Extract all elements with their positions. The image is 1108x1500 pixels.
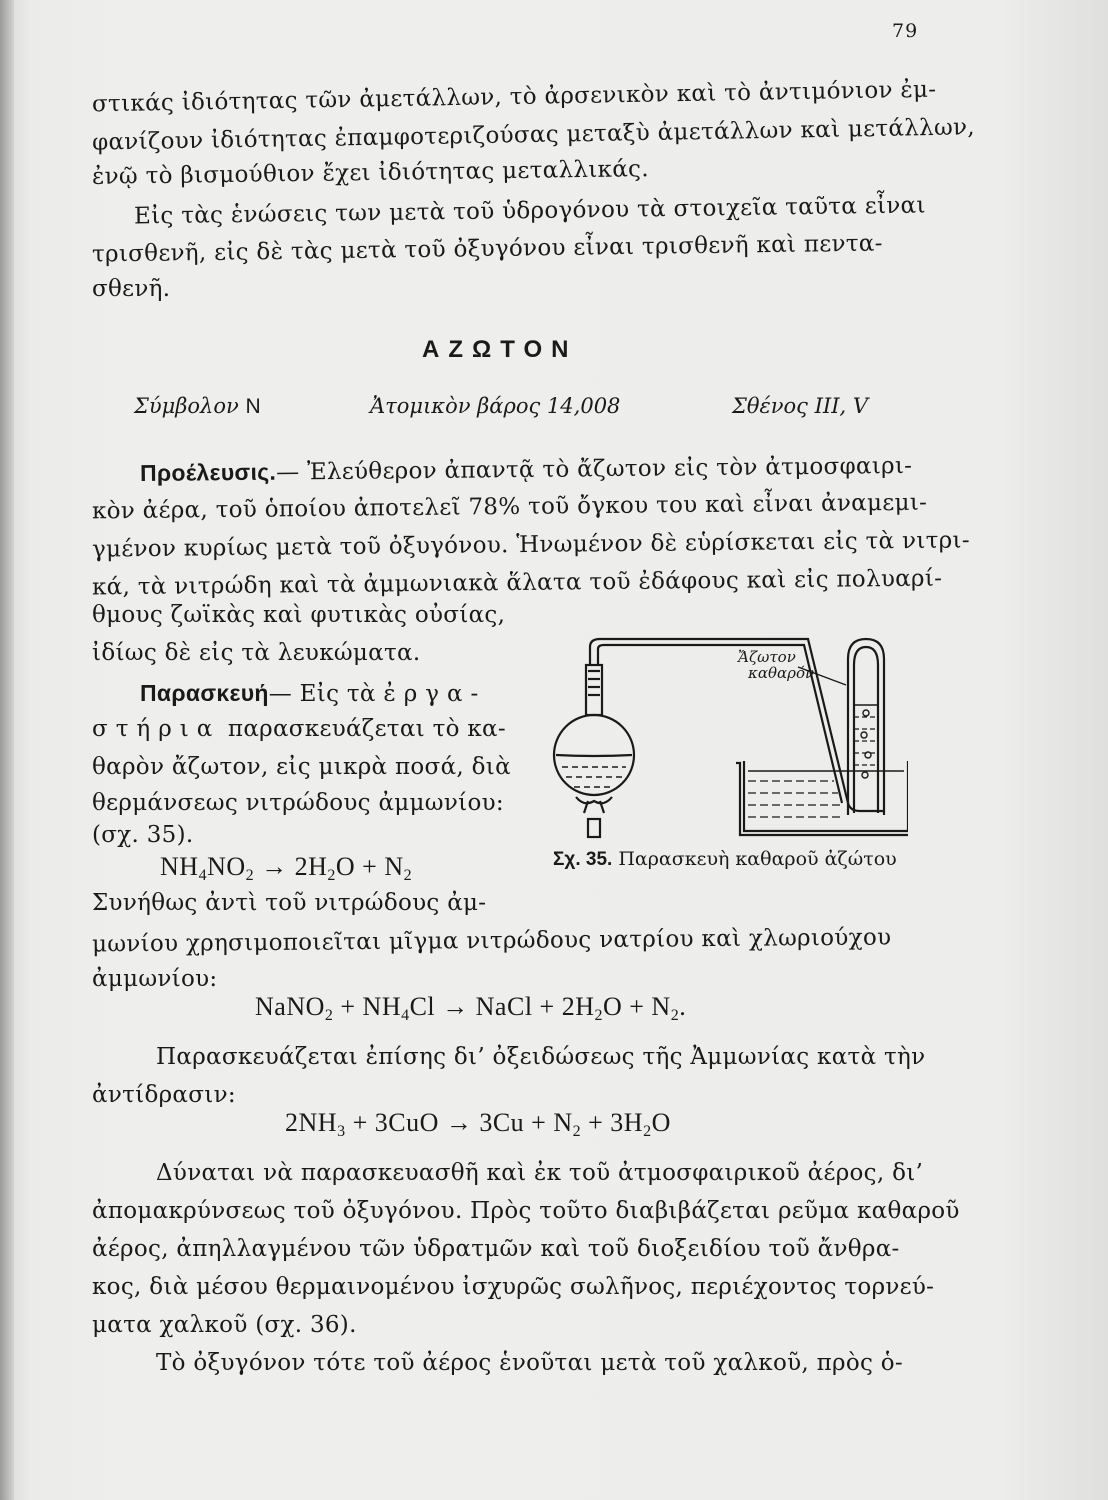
prep-after-line-3: ἀμμωνίου: — [92, 966, 218, 992]
formula-sodium-nitrite: NaNO$_2$ + $NH_4Cl$ → NaCl + $2H_2O + N_2$. — [255, 992, 687, 1024]
figure-caption — [553, 848, 897, 871]
figure-label-nitrogen: Ἄζωτον — [738, 648, 796, 666]
intro-line-6: σθενῆ. — [92, 276, 171, 302]
prep-line-1 — [140, 680, 486, 707]
origin-line-4: κά, τὰ νιτρώδη καὶ τὰ ἀμμωνιακὰ ἅλατα τοῦ ἐδάφους καὶ εἰς πολυαρί- — [91, 565, 943, 601]
intro-line-5: τρισθενῆ, εἰς δὲ τὰς μετὰ τοῦ ὀξυγόνου εἶναι τρισθενῆ καὶ πεντα- — [91, 230, 883, 268]
origin-line-2: κὸν ἀέρα, τοῦ ὁποίου ἀποτελεῖ 78% τοῦ ὄγκου του καὶ εἶναι ἀναμεμι- — [91, 489, 928, 525]
figure-caption-text: Παρασκευὴ καθαροῦ ἀζώτου — [618, 848, 897, 870]
formula-ammonium-nitrite: $NH_4NO_2 \to 2H_2O + N_2$ — [160, 852, 413, 884]
atomic-weight-meta — [370, 394, 620, 418]
valence-meta — [732, 394, 868, 418]
air-line-1: Δύναται νὰ παρασκευασθῆ καὶ ἐκ τοῦ ἀτμοσφαιρικοῦ ἀέρος, δι’ — [156, 1160, 924, 1186]
prep-dash: — — [268, 681, 293, 707]
intro-line-4: Εἰς τὰς ἑνώσεις των μετὰ τοῦ ὑδρογόνου τὰ στοιχεῖα ταῦτα εἶναι — [133, 192, 926, 230]
prep-line-5: (σχ. 35). — [92, 822, 194, 848]
air-line-3: ἀέρος, ἀπηλλαγμένου τῶν ὑδρατμῶν καὶ τοῦ διοξειδίου τοῦ ἄνθρα- — [92, 1236, 900, 1262]
figure-caption-number: Σχ. 35. — [553, 849, 613, 870]
oxidation-line-2: ἀντίδρασιν: — [92, 1082, 236, 1108]
origin-text-1: — Ἐλεύθερον ἀπαντᾷ τὸ ἄζωτον εἰς τὸν ἀτμοσφαιρι- — [276, 452, 913, 486]
flask-neck — [586, 665, 602, 715]
symbol-meta — [134, 394, 261, 419]
prep-first-words: Εἰς τὰ — [299, 681, 376, 707]
prep-line-4: θερμάνσεως νιτρώδους ἀμμωνίου: — [92, 790, 504, 816]
intro-line-3: ἐνῷ τὸ βισμούθιον ἔχει ἰδιότητας μεταλλικάς. — [91, 156, 650, 190]
prep-after-line-1: Συνήθως ἀντὶ τοῦ νιτρώδους ἀμ- — [92, 890, 487, 916]
air-line-2: ἀπομακρύνσεως τοῦ ὀξυγόνου. Πρὸς τοῦτο διαβιβάζεται ρεῦμα καθαροῦ — [92, 1198, 960, 1224]
formula-ammonia-oxidation: $2NH_3 + 3CuO \to 3Cu + N_2 + 3H_2O$ — [285, 1108, 671, 1140]
atomic-weight-value: 14,008 — [546, 394, 621, 418]
symbol-value: N — [245, 395, 261, 418]
figure-label-pure: καθαρόν — [748, 664, 815, 682]
oxidation-line-1: Παρασκευάζεται ἐπίσης δι’ ὀξειδώσεως τῆς Ἀμμωνίας κατὰ τὴν — [156, 1044, 926, 1070]
page-number: 79 — [892, 20, 919, 42]
apparatus-figure — [548, 625, 908, 850]
intro-line-2: φανίζουν ἰδιότητας ἐπαμφοτεριζούσας μεταξὺ ἀμετάλλων καὶ μετάλλων, — [91, 114, 976, 156]
origin-line-5: θμους ζωϊκὰς καὶ φυτικὰς οὐσίας, — [92, 602, 506, 628]
prep-spaced-words: ἐργα- — [383, 681, 487, 707]
origin-line-6: ἰδίως δὲ εἰς τὰ λευκώματα. — [92, 640, 421, 666]
atomic-weight-label: Ἀτομικὸν βάρος — [370, 394, 541, 418]
delivery-tube — [590, 639, 884, 811]
origin-title: Προέλευσις. — [139, 458, 277, 487]
origin-line-1 — [140, 452, 913, 487]
symbol-label: Σύμβολον — [134, 394, 239, 418]
prep-title: Παρασκευή — [140, 680, 269, 706]
intro-line-1: στικάς ἰδιότητας τῶν ἀμετάλλων, τὸ ἀρσενικὸν καὶ τὸ ἀντιμόνιον ἐμ- — [91, 76, 937, 118]
section-title: ΑΖΩΤΟΝ — [422, 336, 578, 363]
prep-line-3: θαρὸν ἄζωτον, εἰς μικρὰ ποσά, διὰ — [92, 754, 511, 780]
origin-line-3: γμένον κυρίως μετὰ τοῦ ὀξυγόνου. Ἡνωμένον δὲ εὑρίσκεται εἰς τὰ νιτρι- — [91, 527, 971, 563]
valence-label: Σθένος — [732, 394, 808, 418]
valence-value: III, V — [814, 394, 869, 418]
prep-text-2: παρασκευάζεται τὸ κα- — [227, 716, 506, 742]
air-line-4: κος, διὰ μέσου θερμαινομένου ἰσχυρῶς σωλῆνος, περιέχοντος τορνεύ- — [92, 1274, 935, 1300]
air-line-6: Τὸ ὀξυγόνον τότε τοῦ ἀέρος ἑνοῦται μετὰ τοῦ χαλκοῦ, πρὸς ὁ- — [156, 1350, 904, 1376]
air-line-5: ματα χαλκοῦ (σχ. 36). — [92, 1312, 357, 1338]
prep-line-2 — [92, 716, 506, 742]
water-trough — [736, 763, 908, 835]
prep-spaced-cont: στήρια — [92, 716, 221, 742]
book-spine-shadow — [0, 0, 14, 1500]
prep-after-line-2: μωνίου χρησιμοποιεῖται μῖγμα νιτρώδους νατρίου καὶ χλωριούχου — [91, 924, 892, 958]
